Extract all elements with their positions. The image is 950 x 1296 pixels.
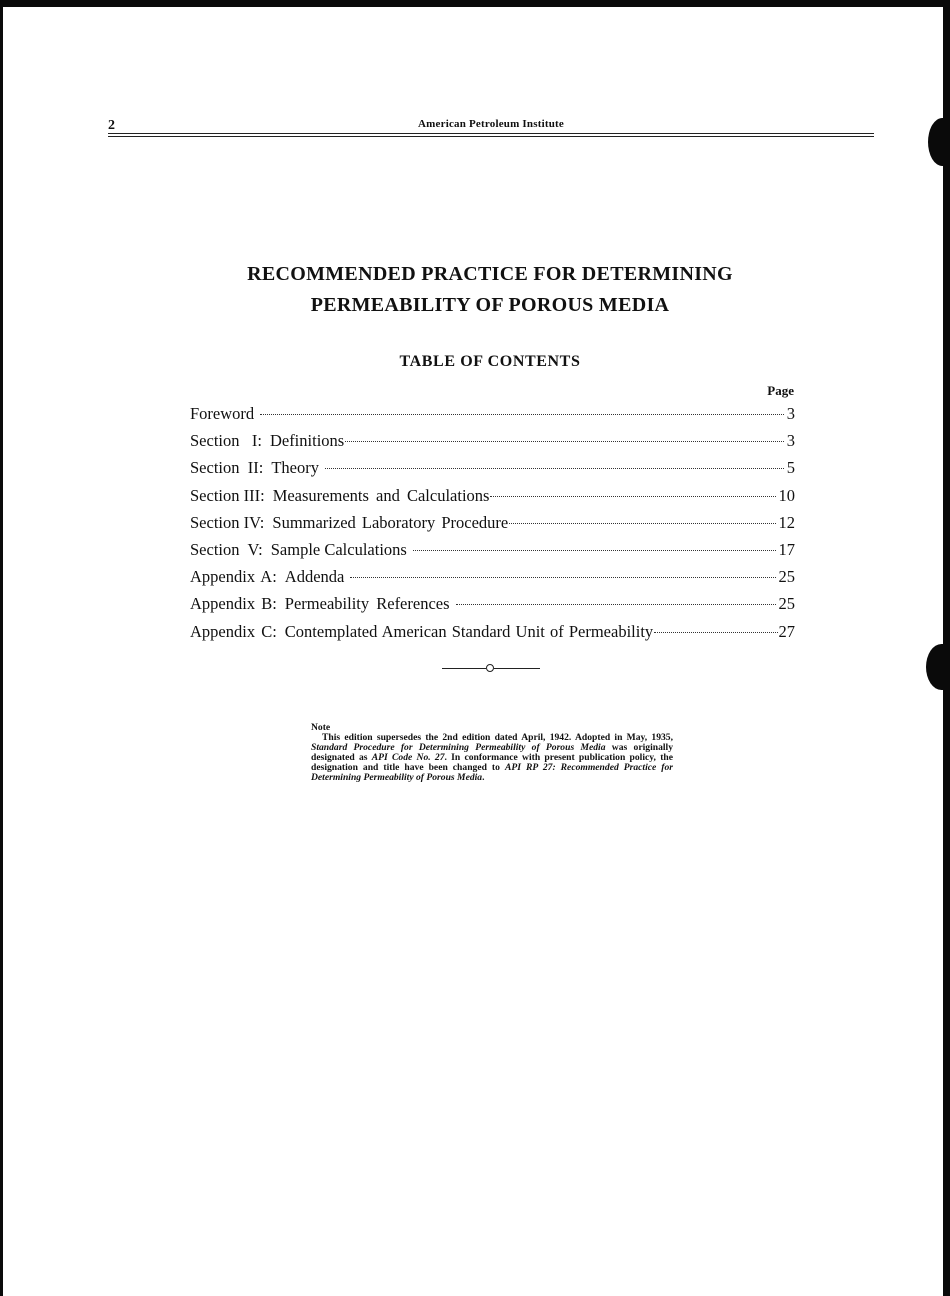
edition-note <box>311 723 673 783</box>
toc-entry-section-4[interactable] <box>190 513 795 540</box>
toc-entry-section-5[interactable] <box>190 540 795 567</box>
dot-leader <box>490 496 775 497</box>
note-heading: Note <box>311 722 331 733</box>
toc-entry-section-1[interactable] <box>190 431 795 458</box>
toc-entry-page: 3 <box>786 404 795 423</box>
toc-entry-page: 27 <box>778 621 795 641</box>
toc-entry-title: Permeability References <box>284 594 450 614</box>
scan-edge-top <box>0 0 950 7</box>
header-rule-secondary <box>108 136 874 137</box>
toc-entry-title: Summarized Laboratory Procedure <box>272 512 509 532</box>
punch-hole-top <box>928 118 950 166</box>
publisher-name: American Petroleum Institute <box>418 118 564 130</box>
dot-leader <box>345 441 784 442</box>
dot-leader <box>654 632 777 633</box>
toc-entry-page: 10 <box>778 485 795 505</box>
document-title <box>150 259 830 321</box>
dot-leader <box>260 414 784 415</box>
toc-entry-label: Section I: <box>190 431 262 451</box>
toc-heading: TABLE OF CONTENTS <box>399 353 581 370</box>
toc-entry-label: Section III: <box>190 485 265 505</box>
dot-leader <box>325 468 784 469</box>
toc-entry-page: 5 <box>786 458 795 478</box>
toc-entry-page: 25 <box>778 594 795 614</box>
toc-entry-page: 17 <box>778 539 795 559</box>
toc-entry-page: 25 <box>778 567 795 587</box>
ornament-line-left <box>442 668 486 669</box>
toc-entry-appendix-c[interactable] <box>190 622 795 649</box>
toc-entry-title: Measurements and Calculations <box>272 485 490 505</box>
note-text: . <box>482 772 485 783</box>
note-original-title: Standard Procedure for Determining Permeability of Porous Media <box>311 742 606 753</box>
toc-entry-appendix-a[interactable] <box>190 567 795 594</box>
punch-hole-middle <box>926 644 950 690</box>
title-line-2: PERMEABILITY OF POROUS MEDIA <box>310 294 670 316</box>
ornament-divider <box>442 664 540 674</box>
dot-leader <box>413 550 776 551</box>
note-text: . In conformance with present publication policy, the designation and title have been changed to <box>311 752 673 773</box>
toc-entry-title: Theory <box>271 458 319 478</box>
header-rule <box>108 133 874 134</box>
toc-entry-label: Appendix B: <box>190 594 277 614</box>
toc-entry-label: Section V: <box>190 539 263 559</box>
note-text: This edition supersedes the 2nd edition dated April, 1942. Adopted in May, 1935, <box>322 732 673 743</box>
scan-edge-left <box>0 0 3 1296</box>
toc-entry-foreword[interactable] <box>190 404 795 431</box>
toc-entry-section-2[interactable] <box>190 458 795 485</box>
toc-entry-label: Section II: <box>190 458 264 478</box>
toc-entry-appendix-b[interactable] <box>190 594 795 621</box>
page-column-label: Page <box>767 383 794 398</box>
dot-leader <box>456 604 776 605</box>
running-header <box>108 116 874 140</box>
toc-entry-page: 12 <box>778 512 795 532</box>
ornament-ring-icon <box>486 664 494 672</box>
note-text: was originally designated as <box>311 742 673 763</box>
ornament-line-right <box>494 668 540 669</box>
toc-entry-section-3[interactable] <box>190 486 795 513</box>
dot-leader <box>509 523 775 524</box>
title-line-1: RECOMMENDED PRACTICE FOR DETERMINING <box>247 263 733 285</box>
dot-leader <box>350 577 775 578</box>
note-code-designation: API Code No. 27 <box>371 752 445 763</box>
note-new-title: API RP 27: Recommended Practice for Determining Permeability of Porous Media <box>311 762 673 783</box>
note-body <box>311 733 673 783</box>
toc-entry-title: Contemplated American Standard Unit of Permeability <box>284 621 654 641</box>
table-of-contents <box>190 404 795 649</box>
toc-entry-label: Foreword <box>190 404 255 423</box>
toc-entry-label: Appendix A: <box>190 567 277 587</box>
toc-entry-label: Appendix C: <box>190 621 277 641</box>
toc-entry-label: Section IV: <box>190 512 265 532</box>
toc-entry-title: Sample Calculations <box>270 539 407 559</box>
page-number: 2 <box>108 118 115 133</box>
toc-entry-page: 3 <box>786 431 795 451</box>
toc-entry-title: Addenda <box>284 567 345 587</box>
toc-entry-title: Definitions <box>269 431 345 451</box>
